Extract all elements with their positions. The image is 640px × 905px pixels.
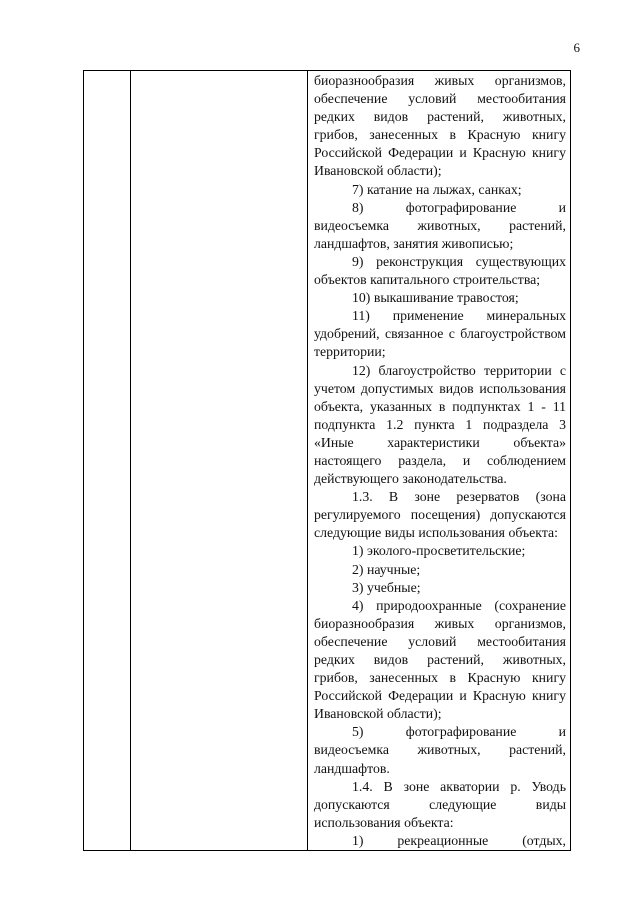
- paragraph: 1) эколого-просветительские;: [352, 543, 526, 559]
- paragraph: 10) выкашивание травостоя;: [352, 290, 519, 306]
- paragraph: 8) фотографирование и видеосъемка животных, растений, ландшафтов, занятия живописью;: [314, 199, 566, 251]
- page-number: 6: [573, 40, 580, 55]
- table-cell-content: [308, 71, 571, 851]
- paragraph: 1.3. В зоне резерватов (зона регулируемого посещения) допускаются следующие виды использования объекта:: [314, 489, 566, 541]
- paragraph: 7) катание на лыжах, санках;: [352, 181, 522, 197]
- table-cell-name: [131, 71, 308, 851]
- table-cell-number: [84, 71, 131, 851]
- paragraph: биоразнообразия живых организмов, обеспечение условий местообитания редких видов растений, животных, грибов, занесенных в Красную книгу Российской Федерации и Красную книгу Ивановской области);: [314, 73, 566, 179]
- paragraph: 1.4. В зоне акватории р. Уводь допускаются следующие виды использования объекта:: [314, 778, 566, 830]
- paragraph: 5) фотографирование и видеосъемка животных, растений, ландшафтов.: [314, 724, 566, 776]
- table-row: [84, 71, 571, 851]
- paragraph: 4) природоохранные (сохранение биоразнообразия живых организмов, обеспечение условий местообитания редких видов растений, животных, грибов, занесенных в Красную книгу Российской Федерации и Красную книгу Ивановской области);: [314, 597, 566, 722]
- paragraph: 9) реконструкция существующих объектов капитального строительства;: [314, 253, 566, 288]
- document-table: [83, 70, 571, 851]
- paragraph: 1) рекреационные (отдых,: [352, 832, 566, 848]
- paragraph: 11) применение минеральных удобрений, связанное с благоустройством территории;: [314, 308, 566, 360]
- paragraph: 3) учебные;: [352, 579, 421, 595]
- cell-text: [308, 71, 570, 850]
- paragraph: 2) научные;: [352, 561, 421, 577]
- paragraph: 12) благоустройство территории с учетом допустимых видов использования объекта, указанных в подпунктах 1 - 11 подпункта 1.2 пункта 1 подраздела 3 «Иные характеристики объекта» настоящего раздела, и соблюдением действующего законодательства.: [314, 362, 566, 487]
